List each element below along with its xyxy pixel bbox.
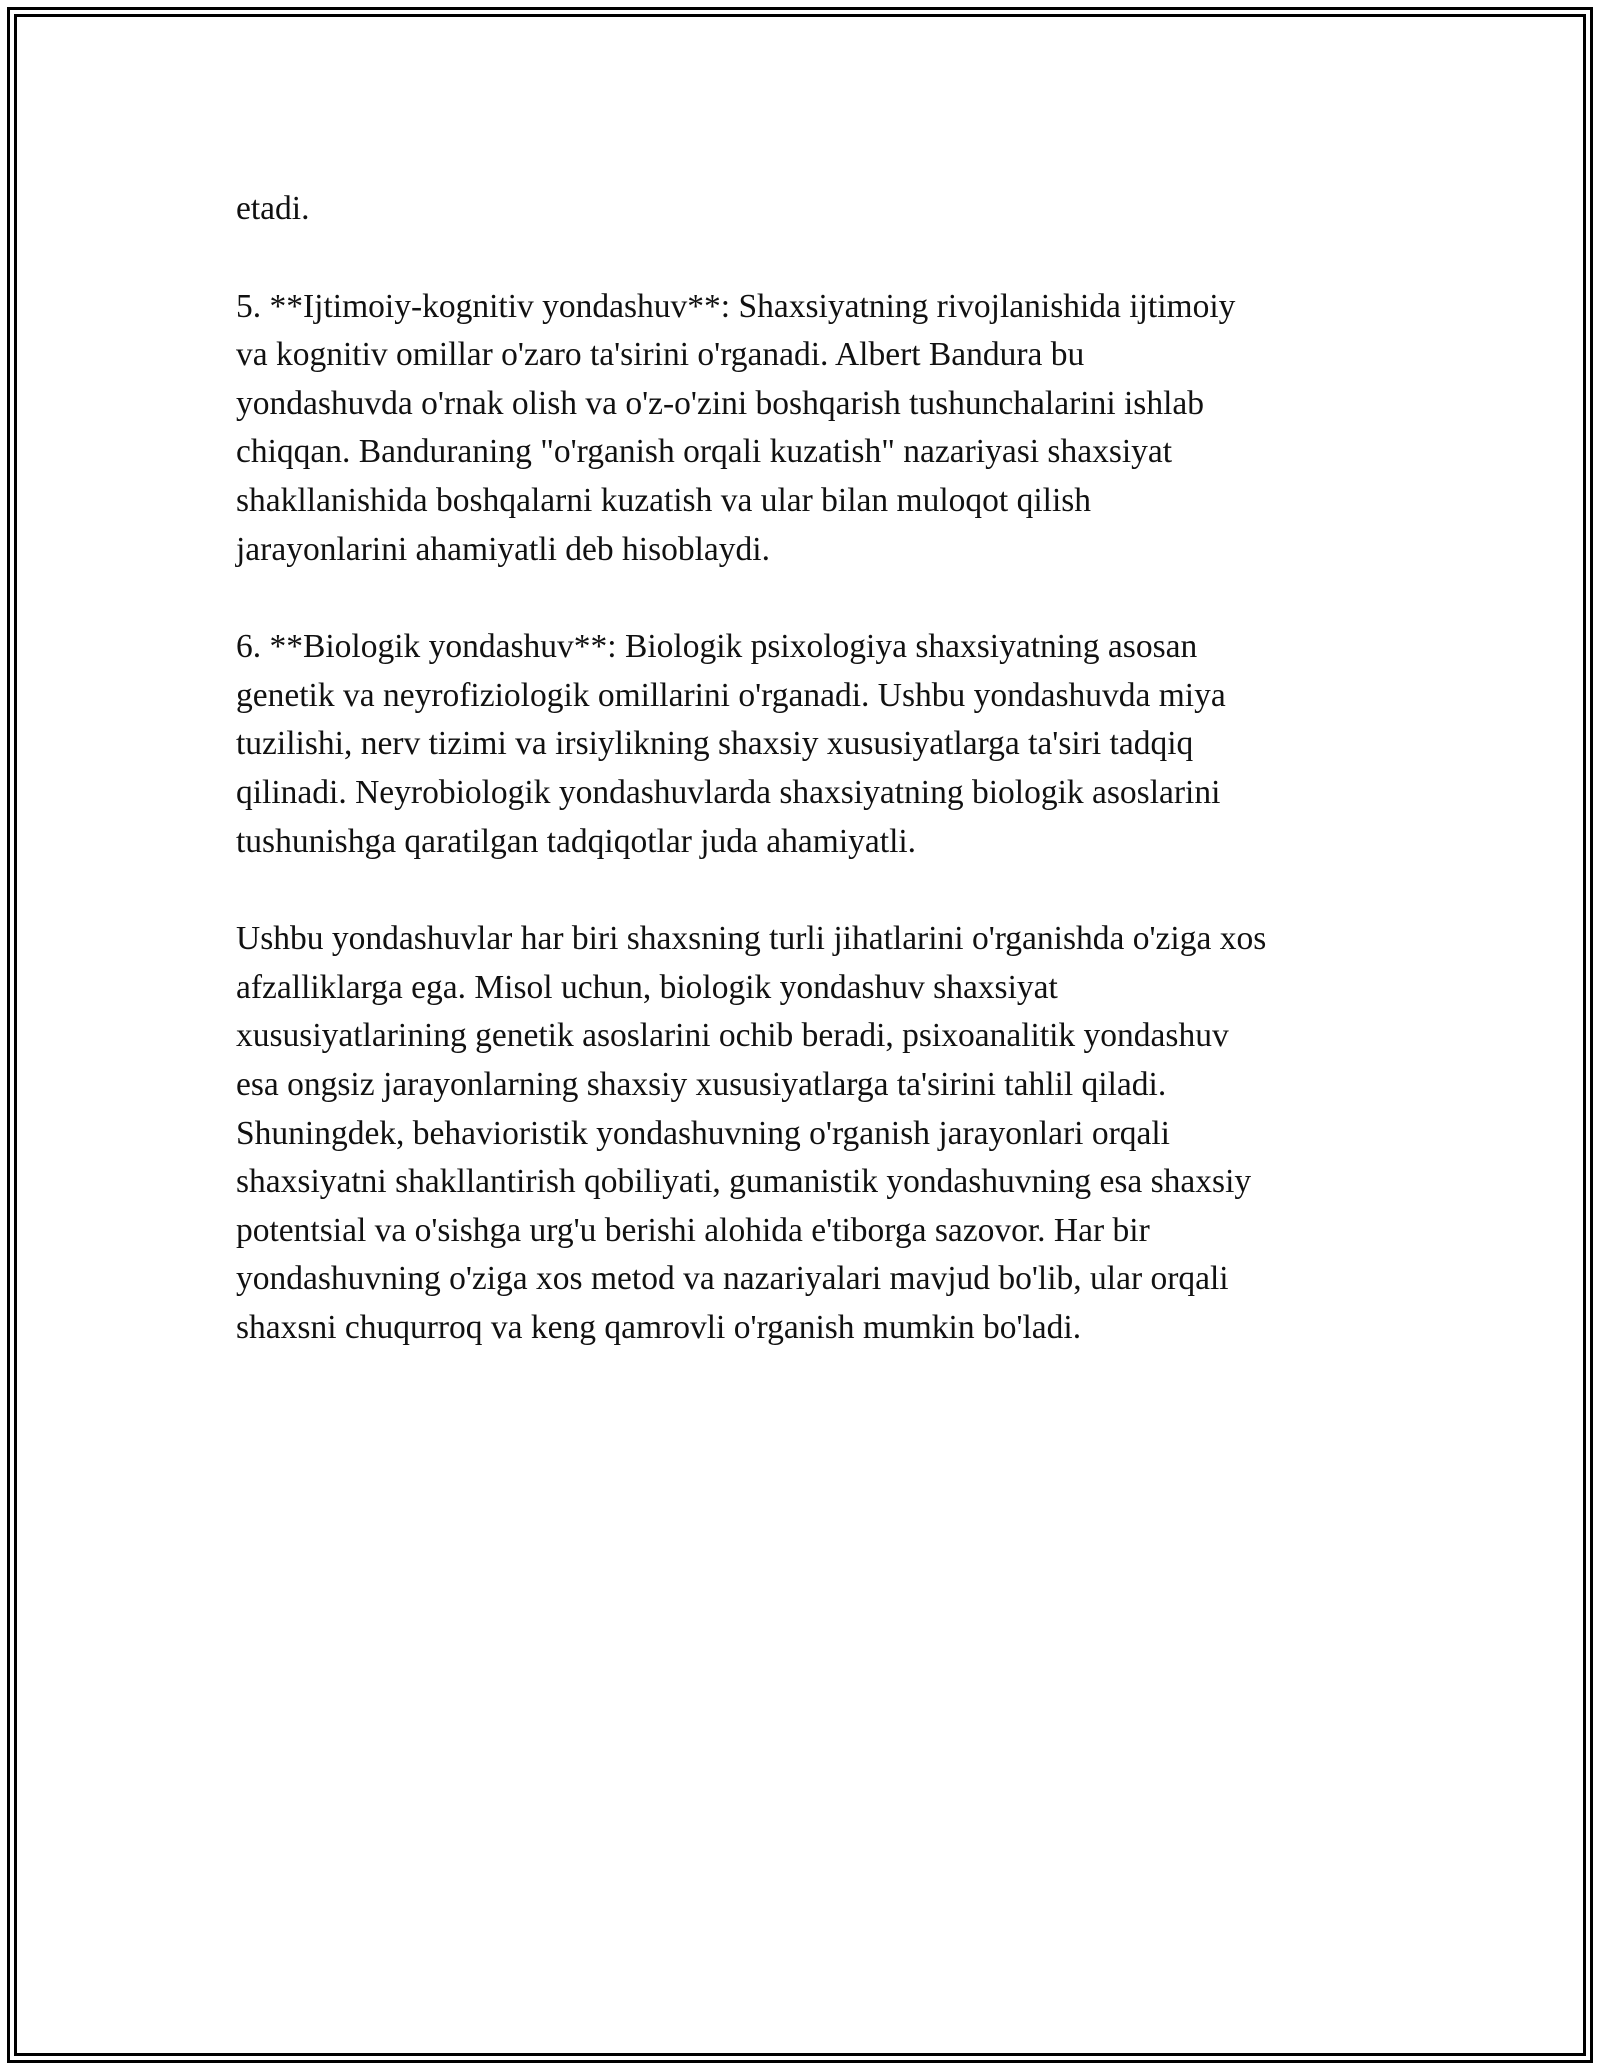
text-line: shakllanishida boshqalarni kuzatish va ular bilan muloqot qilish — [236, 481, 1092, 519]
text-line: va kognitiv omillar o'zaro ta'sirini o'rganadi. Albert Bandura bu — [236, 336, 1085, 374]
text-line: jarayonlarini ahamiyatli deb hisoblaydi. — [236, 530, 770, 568]
paragraph-continuation — [236, 185, 1386, 234]
text-line: esa ongsiz jarayonlarning shaxsiy xususiyatlarga ta'sirini tahlil qiladi. — [236, 1065, 1167, 1103]
text-line: 6. **Biologik yondashuv**: Biologik psixologiya shaxsiyatning asosan — [236, 628, 1198, 666]
text-line: qilinadi. Neyrobiologik yondashuvlarda shaxsiyatning biologik asoslarini — [236, 773, 1221, 811]
text-line: Shuningdek, behavioristik yondashuvning o'rganish jarayonlari orqali — [236, 1114, 1170, 1152]
text-line: shaxsiyatni shakllantirish qobiliyati, gumanistik yondashuvning esa shaxsiy — [236, 1163, 1252, 1201]
text-line: genetik va neyrofiziologik omillarini o'rganadi. Ushbu yondashuvda miya — [236, 676, 1226, 714]
text-line: potentsial va o'sishga urg'u berishi alohida e'tiborga sazovor. Har bir — [236, 1211, 1150, 1249]
text-line: xususiyatlarining genetik asoslarini ochib beradi, psixoanalitik yondashuv — [236, 1017, 1229, 1055]
text-line: etadi. — [236, 190, 310, 227]
text-line: tushunishga qaratilgan tadqiqotlar juda ahamiyatli. — [236, 822, 917, 860]
text-line: Ushbu yondashuvlar har biri shaxsning turli jihatlarini o'rganishda o'ziga xos — [236, 920, 1267, 958]
text-line: yondashuvda o'rnak olish va o'z-o'zini boshqarish tushunchalarini ishlab — [236, 384, 1205, 422]
text-line: afzalliklarga ega. Misol uchun, biologik yondashuv shaxsiyat — [236, 968, 1058, 1006]
text-line: yondashuvning o'ziga xos metod va nazariyalari mavjud bo'lib, ular orqali — [236, 1260, 1229, 1298]
text-line: shaxsni chuqurroq va keng qamrovli o'rganish mumkin bo'ladi. — [236, 1308, 1082, 1346]
text-line: chiqqan. Banduraning "o'rganish orqali kuzatish" nazariyasi shaxsiyat — [236, 433, 1173, 471]
paragraph-biological-approach — [236, 623, 1386, 866]
document-body — [236, 185, 1386, 1401]
text-line: 5. **Ijtimoiy-kognitiv yondashuv**: Shaxsiyatning rivojlanishida ijtimoiy — [236, 287, 1236, 325]
text-line: tuzilishi, nerv tizimi va irsiylikning shaxsiy xususiyatlarga ta'siri tadqiq — [236, 725, 1194, 763]
paragraph-social-cognitive-approach — [236, 283, 1386, 575]
paragraph-conclusion — [236, 915, 1386, 1352]
